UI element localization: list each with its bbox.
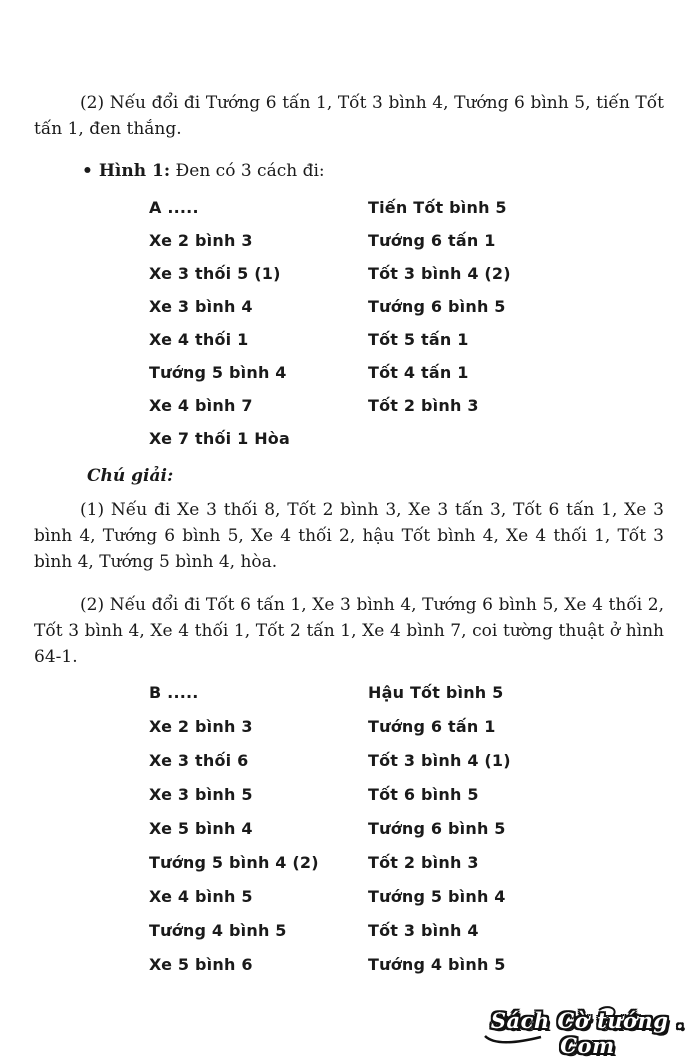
move-b-left: Xe 5 bình 4 [149,819,253,838]
move-b-left: Xe 2 bình 3 [149,717,253,736]
move-b-left: Tướng 4 bình 5 [149,921,287,940]
move-b-right: Tốt 2 bình 3 [368,853,479,872]
move-a-left: Xe 3 thối 5 (1) [149,264,281,283]
figure-heading [82,158,325,184]
move-b-right: Hậu Tốt bình 5 [368,683,504,702]
note-1-paragraph [34,497,664,575]
bullet-icon: • [82,161,93,181]
move-b-right: Tướng 4 bình 5 [368,955,506,974]
move-b-left: Xe 3 thối 6 [149,751,249,770]
move-b-right: Tốt 3 bình 4 (1) [368,751,511,770]
figure-label: Hình 1: [98,161,171,181]
move-b-right: Tốt 3 bình 4 [368,921,479,940]
move-a-left: Xe 4 thối 1 [149,330,249,349]
move-a-right: Tốt 4 tấn 1 [368,363,469,382]
move-b-left: Xe 5 bình 6 [149,955,253,974]
move-b-right: Tướng 6 tấn 1 [368,717,496,736]
move-a-left: Xe 2 bình 3 [149,231,253,250]
move-a-right: Tướng 6 bình 5 [368,297,506,316]
move-b-left: B ..... [149,683,199,702]
intro-text: (2) Nếu đổi đi Tướng 6 tấn 1, Tốt 3 bình 4, Tướng 6 bình 5, tiến Tốt tấn 1, đen thắng. [34,93,664,139]
watermark-logo [481,1006,694,1058]
intro-paragraph [34,90,664,142]
move-a-right: Tốt 3 bình 4 (2) [368,264,511,283]
move-a-right: Tiến Tốt bình 5 [368,198,507,217]
move-b-left: Tướng 5 bình 4 (2) [149,853,319,872]
note-2-text: (2) Nếu đổi đi Tốt 6 tấn 1, Xe 3 bình 4, Tướng 6 bình 5, Xe 4 thối 2, Tốt 3 bình 4, Xe 4 thối 1, Tốt 2 tấn 1, Xe 4 bình 7, coi tường thuật ở hình 64-1. [34,595,664,667]
note-1-text: (1) Nếu đi Xe 3 thối 8, Tốt 2 bình 3, Xe 3 tấn 3, Tốt 6 tấn 1, Xe 3 bình 4, Tướng 6 bình 5, Xe 4 thối 2, hậu Tốt bình 4, Xe 4 thối 1, Tốt 3 bình 4, Tướng 5 bình 4, hòa. [34,500,664,572]
figure-text: Đen có 3 cách đi: [170,161,325,181]
notes-title: Chú giải: [87,466,174,486]
move-a-right: Tướng 6 tấn 1 [368,231,496,250]
move-b-right: Tướng 5 bình 4 [368,887,506,906]
watermark-text: Sách Cờ tướng . Com [490,1008,685,1058]
move-a-left: Xe 7 thối 1 Hòa [149,429,290,448]
move-a-right: Tốt 2 bình 3 [368,396,479,415]
move-a-right: Tốt 5 tấn 1 [368,330,469,349]
move-a-left: Tướng 5 bình 4 [149,363,287,382]
move-b-left: Xe 3 bình 5 [149,785,253,804]
move-b-left: Xe 4 bình 5 [149,887,253,906]
move-b-right: Tướng 6 bình 5 [368,819,506,838]
move-a-left: A ..... [149,198,199,217]
move-b-right: Tốt 6 bình 5 [368,785,479,804]
note-2-paragraph [34,592,664,670]
move-a-left: Xe 4 bình 7 [149,396,253,415]
move-a-left: Xe 3 bình 4 [149,297,253,316]
